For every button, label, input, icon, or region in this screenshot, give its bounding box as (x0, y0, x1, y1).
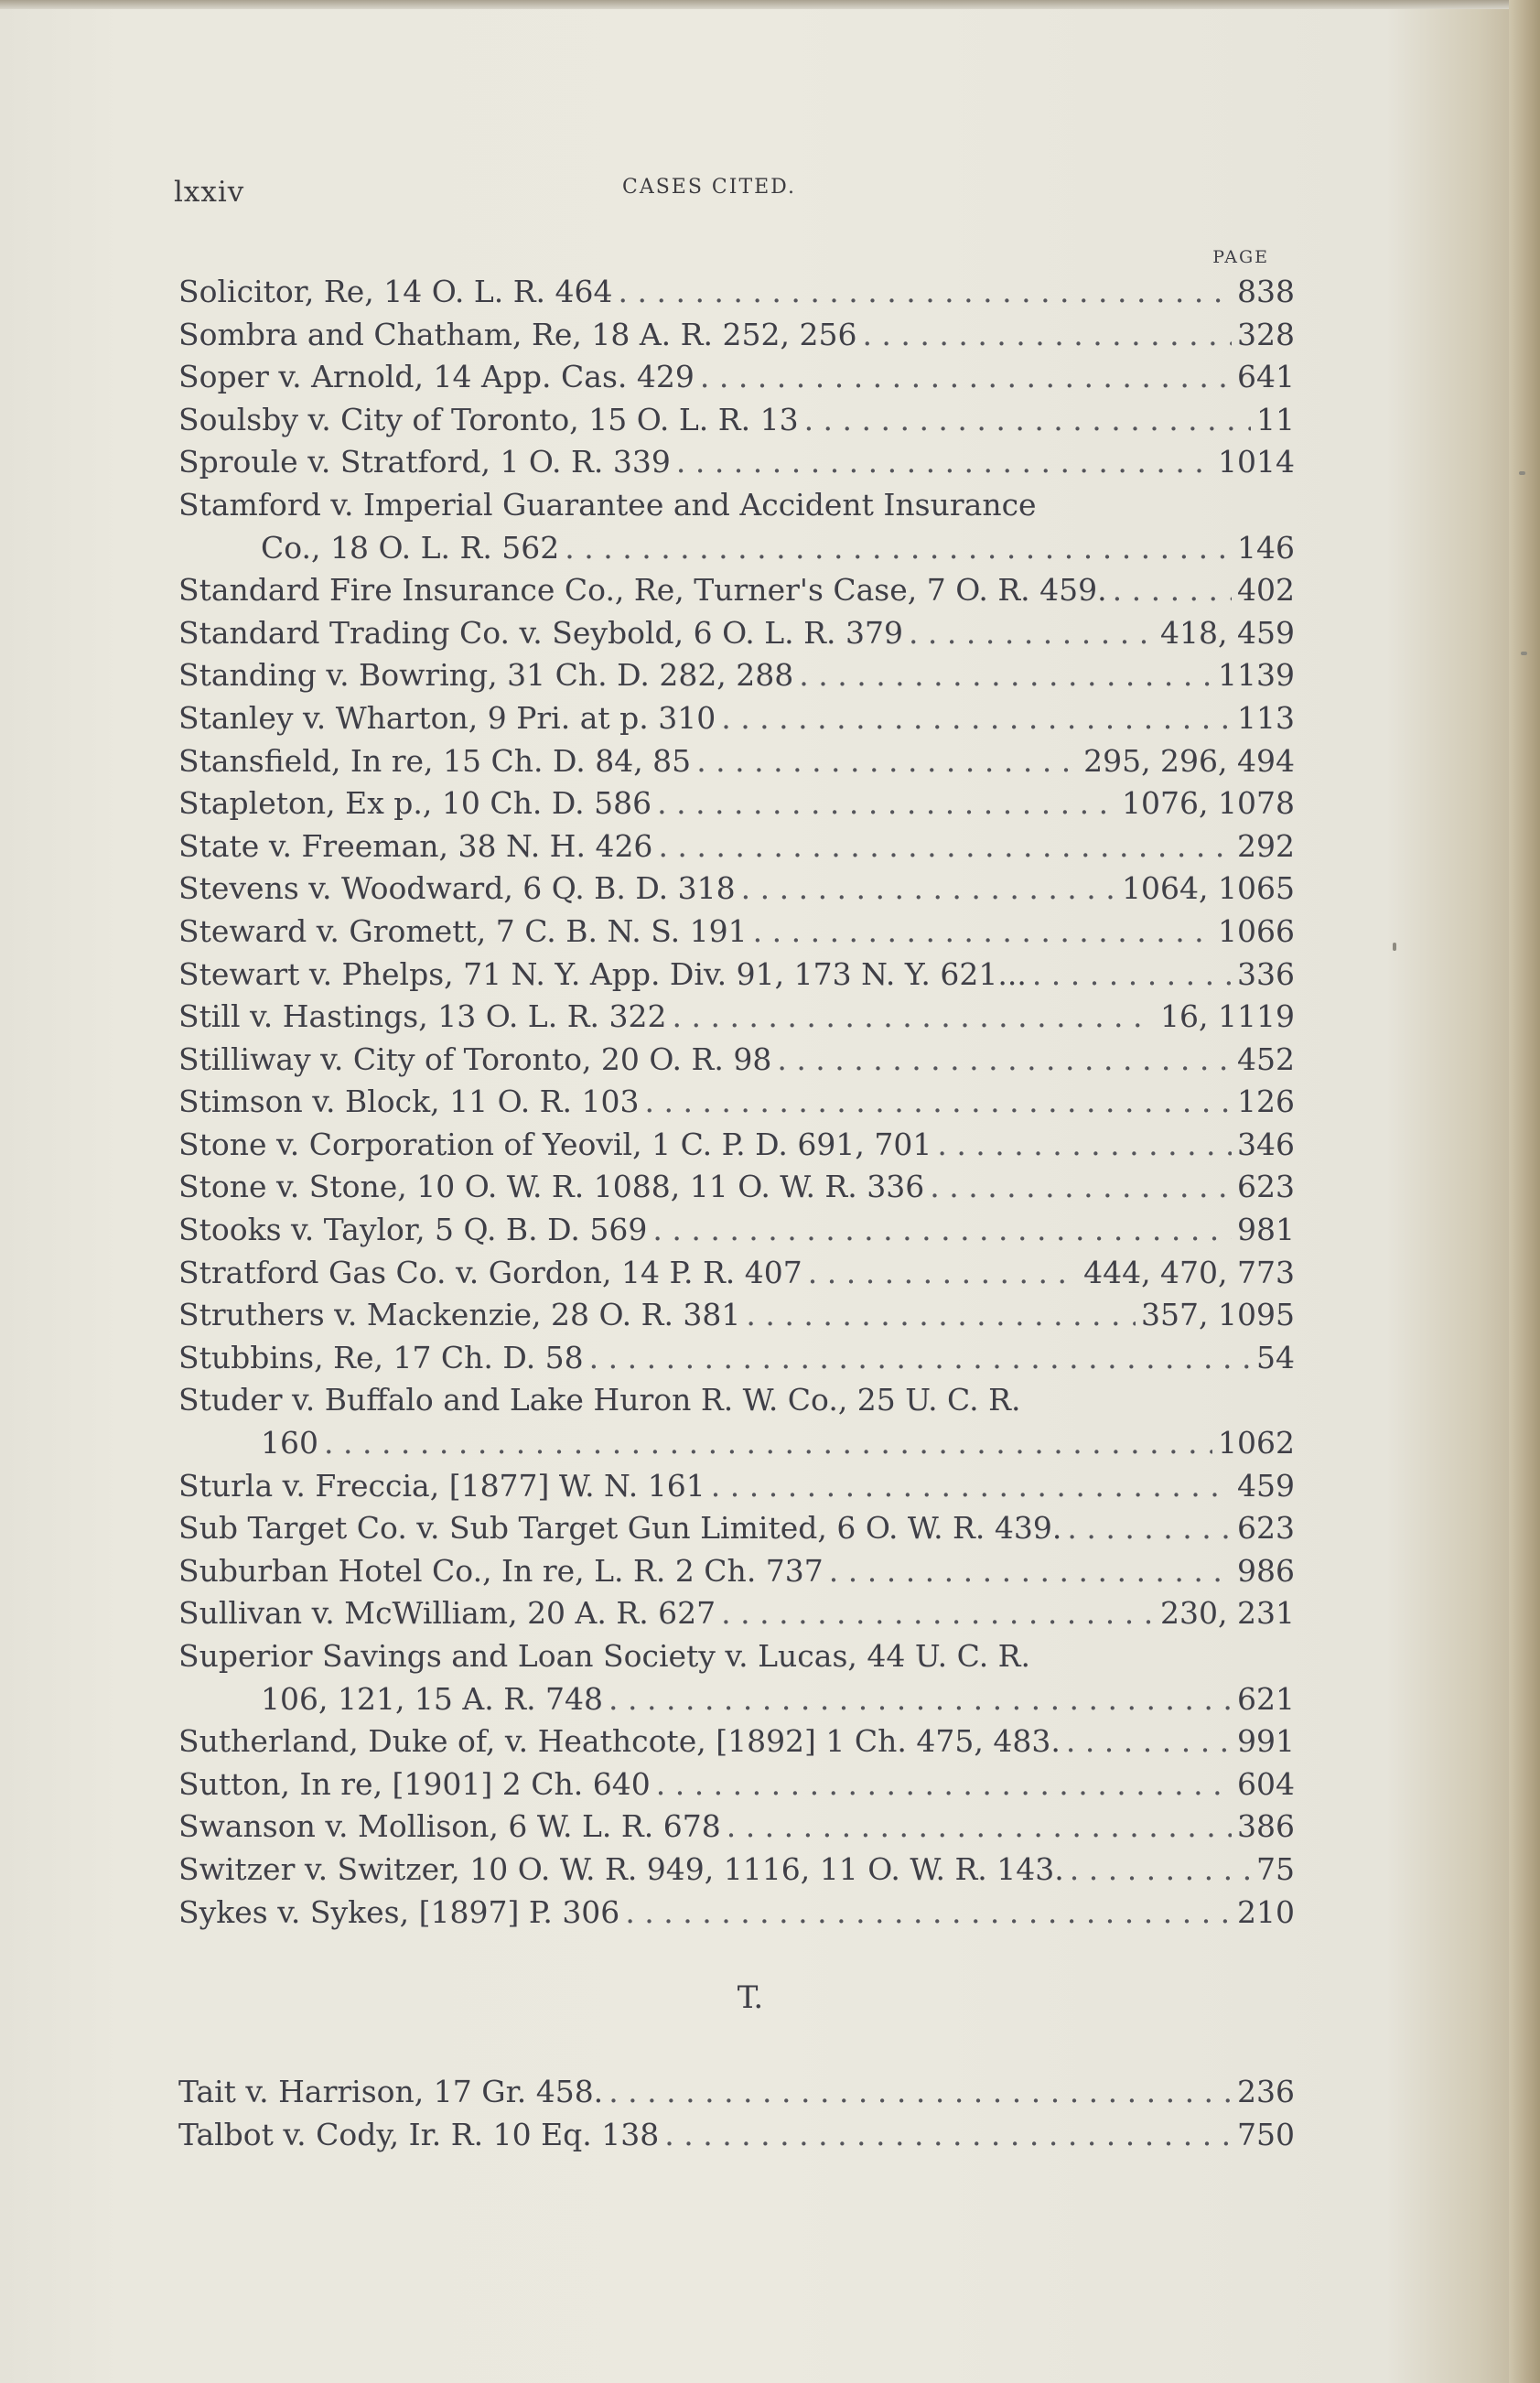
case-name: Stone v. Stone, 10 O. W. R. 1088, 11 O. W. R. 336 (178, 1169, 925, 1205)
page-references: 295, 296, 494 (1083, 742, 1295, 779)
index-entry (178, 1849, 1295, 1892)
case-name: 106, 121, 15 A. R. 748 (261, 1680, 604, 1717)
page-references: 236 (1237, 2074, 1295, 2110)
page-references: 230, 231 (1160, 1595, 1295, 1632)
case-name: Sutherland, Duke of, v. Heathcote, [1892] 1 Ch. 475, 483. (178, 1723, 1061, 1760)
index-entry (178, 1209, 1295, 1252)
index-entry (178, 996, 1295, 1039)
dot-leader (909, 612, 1155, 655)
dot-leader (565, 527, 1232, 570)
dot-leader (324, 1422, 1212, 1465)
index-entry (178, 612, 1295, 655)
index-entry (178, 1039, 1295, 1082)
case-name: Soulsby v. City of Toronto, 15 O. L. R. 13 (178, 401, 799, 437)
dot-leader (676, 441, 1212, 484)
dot-leader (652, 1209, 1232, 1252)
page-references: 459 (1237, 1467, 1295, 1504)
dot-leader (657, 782, 1116, 825)
dot-leader (937, 1124, 1232, 1167)
dot-leader (777, 1039, 1232, 1082)
index-entry (178, 1635, 1295, 1678)
index-entry (178, 1465, 1295, 1508)
dot-leader (799, 654, 1212, 697)
dot-leader (658, 825, 1232, 868)
dot-leader (1066, 1720, 1232, 1763)
case-name: Sutton, In re, [1901] 2 Ch. 640 (178, 1765, 651, 1802)
dot-leader (746, 1294, 1136, 1337)
dot-leader (619, 271, 1232, 314)
paper-speck (1393, 943, 1396, 951)
case-name: Sykes v. Sykes, [1897] P. 306 (178, 1893, 620, 1930)
running-title: CASES CITED. (622, 176, 797, 199)
index-entry (178, 569, 1295, 612)
dot-leader (808, 1252, 1078, 1295)
index-entry (178, 441, 1295, 484)
page-column-label: PAGE (1212, 247, 1269, 267)
case-name: 160 (261, 1425, 318, 1461)
dot-leader (1113, 569, 1232, 612)
section-s-entries (178, 271, 1295, 1934)
case-name: State v. Freeman, 38 N. H. 426 (178, 827, 653, 864)
index-entry (178, 654, 1295, 697)
dot-leader (696, 740, 1078, 783)
index-entry (178, 356, 1295, 399)
dot-leader (1067, 1507, 1232, 1550)
page-references: 16, 1119 (1160, 998, 1295, 1035)
case-name: Suburban Hotel Co., In re, L. R. 2 Ch. 737 (178, 1552, 824, 1589)
case-name: Swanson v. Mollison, 6 W. L. R. 678 (178, 1808, 721, 1845)
page-fore-edge (1509, 0, 1540, 2383)
dot-leader (673, 996, 1156, 1039)
case-name: Co., 18 O. L. R. 562 (261, 529, 560, 566)
page-folio: lxxiv (174, 176, 245, 209)
dot-leader (829, 1550, 1232, 1593)
index-entry (178, 1892, 1295, 1935)
page-references: 1064, 1065 (1122, 870, 1295, 907)
case-name: Solicitor, Re, 14 O. L. R. 464 (178, 274, 613, 309)
index-entry (178, 1379, 1295, 1422)
index-entry (178, 954, 1295, 997)
page-references: 336 (1237, 955, 1295, 992)
index-entry (178, 868, 1295, 911)
page-references: 838 (1237, 274, 1295, 309)
index-entry (178, 314, 1295, 357)
page-references: 210 (1237, 1893, 1295, 1930)
page-references: 986 (1237, 1552, 1295, 1589)
section-t-entries (178, 2071, 1295, 2156)
section-heading-t: T. (737, 1979, 764, 2017)
index-entry (178, 271, 1295, 314)
page-references: 1014 (1218, 444, 1295, 480)
dot-leader (753, 911, 1212, 954)
dot-leader (608, 2071, 1232, 2114)
index-entry (178, 1337, 1295, 1380)
index-entry (178, 1294, 1295, 1337)
page-references: 1066 (1218, 912, 1295, 949)
index-entry (178, 2071, 1295, 2114)
case-name: Talbot v. Cody, Ir. R. 10 Eq. 138 (178, 2116, 660, 2152)
index-entry (178, 1422, 1295, 1465)
dot-leader (1032, 954, 1232, 997)
page-references: 981 (1237, 1212, 1295, 1248)
page-references: 1139 (1218, 657, 1295, 694)
dot-leader (862, 314, 1232, 357)
case-name: Still v. Hastings, 13 O. L. R. 322 (178, 998, 667, 1035)
case-name: Switzer v. Switzer, 10 O. W. R. 949, 1116, 11 O. W. R. 143. (178, 1850, 1064, 1887)
index-entry (178, 1678, 1295, 1721)
page-references: 328 (1237, 316, 1295, 352)
dot-leader (721, 1592, 1155, 1635)
dot-leader (727, 1806, 1232, 1849)
case-name: Stapleton, Ex p., 10 Ch. D. 586 (178, 785, 652, 822)
index-entry (178, 1081, 1295, 1124)
index-entry (178, 1806, 1295, 1849)
case-name: Sub Target Co. v. Sub Target Gun Limited, 6 O. W. R. 439. (178, 1510, 1062, 1547)
case-name: Standing v. Bowring, 31 Ch. D. 282, 288 (178, 657, 794, 694)
page-references: 75 (1256, 1850, 1295, 1887)
page-references: 402 (1237, 572, 1295, 609)
index-entry (178, 2114, 1295, 2157)
case-name: Standard Fire Insurance Co., Re, Turner's Case, 7 O. R. 459. (178, 572, 1107, 609)
page-references: 750 (1237, 2116, 1295, 2152)
dot-leader (664, 2114, 1232, 2157)
case-name: Stamford v. Imperial Guarantee and Accident Insurance (178, 486, 1037, 523)
page-references: 11 (1256, 401, 1295, 437)
dot-leader (625, 1892, 1232, 1935)
dot-leader (741, 868, 1116, 911)
index-entry (178, 1124, 1295, 1167)
page-references: 386 (1237, 1808, 1295, 1845)
case-name: Tait v. Harrison, 17 Gr. 458. (178, 2074, 604, 2110)
index-entry (178, 1166, 1295, 1209)
index-entry (178, 1763, 1295, 1806)
dot-leader (656, 1763, 1232, 1806)
dot-leader (1070, 1849, 1251, 1892)
page-references: 126 (1237, 1084, 1295, 1120)
page-references: 357, 1095 (1141, 1297, 1295, 1333)
index-entry (178, 697, 1295, 740)
index-entry (178, 1550, 1295, 1593)
page-references: 113 (1237, 699, 1295, 736)
page-references: 292 (1237, 827, 1295, 864)
case-name: Soper v. Arnold, 14 App. Cas. 429 (178, 359, 695, 395)
case-name: Stooks v. Taylor, 5 Q. B. D. 569 (178, 1212, 648, 1248)
index-entry (178, 825, 1295, 868)
index-entry (178, 484, 1295, 527)
case-name: Sullivan v. McWilliam, 20 A. R. 627 (178, 1595, 716, 1632)
page-references: 623 (1237, 1510, 1295, 1547)
dot-leader (608, 1678, 1232, 1721)
case-name: Stone v. Corporation of Yeovil, 1 C. P. D. 691, 701 (178, 1126, 932, 1162)
case-name: Steward v. Gromett, 7 C. B. N. S. 191 (178, 912, 748, 949)
index-entry (178, 1592, 1295, 1635)
case-name: Stevens v. Woodward, 6 Q. B. D. 318 (178, 870, 736, 907)
case-name: Stilliway v. City of Toronto, 20 O. R. 98 (178, 1041, 772, 1077)
index-entry (178, 399, 1295, 442)
page-references: 641 (1237, 359, 1295, 395)
cases-cited-list (178, 247, 1295, 2156)
case-name: Sturla v. Freccia, [1877] W. N. 161 (178, 1467, 705, 1504)
page-references: 452 (1237, 1041, 1295, 1077)
case-name: Stratford Gas Co. v. Gordon, 14 P. R. 407 (178, 1254, 802, 1290)
case-name: Struthers v. Mackenzie, 28 O. R. 381 (178, 1297, 741, 1333)
page-references: 444, 470, 773 (1083, 1254, 1295, 1290)
paper-speck (1521, 652, 1527, 655)
page-references: 146 (1237, 529, 1295, 566)
case-name: Standard Trading Co. v. Seybold, 6 O. L. R. 379 (178, 614, 903, 651)
page-references: 54 (1256, 1339, 1295, 1375)
index-entry (178, 782, 1295, 825)
case-name: Sproule v. Stratford, 1 O. R. 339 (178, 444, 671, 480)
page-references: 604 (1237, 1765, 1295, 1802)
page-references: 991 (1237, 1723, 1295, 1760)
case-name: Stimson v. Block, 11 O. R. 103 (178, 1084, 640, 1120)
dot-leader (804, 399, 1251, 442)
case-name: Sombra and Chatham, Re, 18 A. R. 252, 256 (178, 316, 857, 352)
case-name: Stubbins, Re, 17 Ch. D. 58 (178, 1339, 584, 1375)
index-entry (178, 1720, 1295, 1763)
page-references: 1076, 1078 (1122, 785, 1295, 822)
dot-leader (700, 356, 1232, 399)
paper-speck (1519, 471, 1525, 475)
index-entry (178, 911, 1295, 954)
page-references: 1062 (1218, 1425, 1295, 1461)
index-entry (178, 740, 1295, 783)
page-header (174, 176, 1281, 212)
page-top-edge (0, 0, 1540, 9)
case-name: Stewart v. Phelps, 71 N. Y. App. Div. 91, 173 N. Y. 621... (178, 955, 1027, 992)
case-name: Stansfield, In re, 15 Ch. D. 84, 85 (178, 742, 692, 779)
page-references: 418, 459 (1160, 614, 1295, 651)
dot-leader (589, 1337, 1251, 1380)
dot-leader (930, 1166, 1232, 1209)
page-references: 623 (1237, 1169, 1295, 1205)
case-name: Superior Savings and Loan Society v. Lucas, 44 U. C. R. (178, 1638, 1031, 1674)
index-entry (178, 527, 1295, 570)
case-name: Studer v. Buffalo and Lake Huron R. W. Co., 25 U. C. R. (178, 1382, 1021, 1418)
case-name: Stanley v. Wharton, 9 Pri. at p. 310 (178, 699, 716, 736)
page-references: 621 (1237, 1680, 1295, 1717)
dot-leader (711, 1465, 1232, 1508)
index-entry (178, 1252, 1295, 1295)
dot-leader (721, 697, 1232, 740)
page-references: 346 (1237, 1126, 1295, 1162)
index-entry (178, 1507, 1295, 1550)
dot-leader (645, 1081, 1233, 1124)
